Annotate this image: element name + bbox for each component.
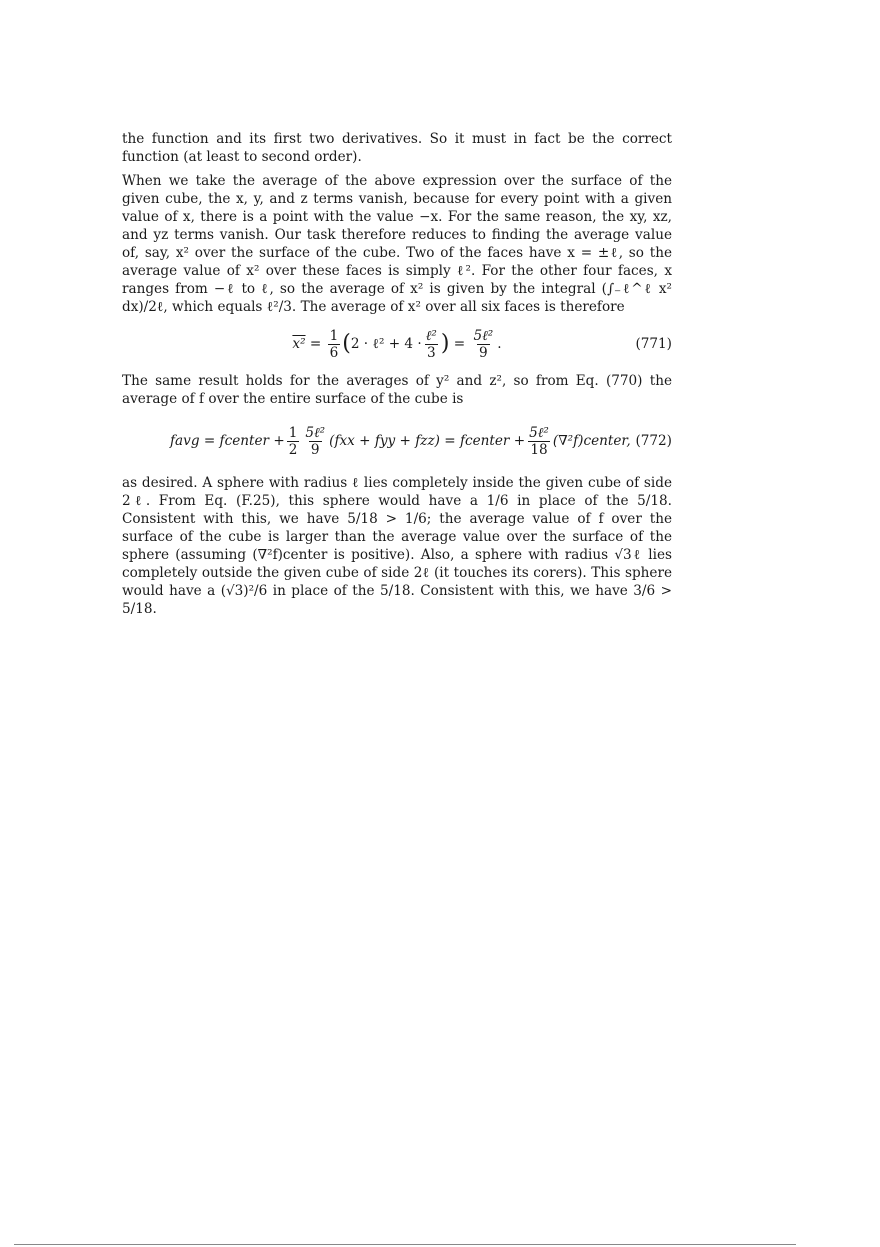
equation-772-body <box>122 414 672 468</box>
eq771-frac3-num: 5ℓ² <box>473 327 494 344</box>
eq771-equals: = <box>309 336 322 352</box>
eq771-frac1-num: 1 <box>329 327 339 344</box>
paragraph-3: The same result holds for the averages of y² and z², so from Eq. (770) the average of f over the entire surface of the cube is <box>122 373 672 407</box>
paragraph-1: the function and its first two derivatives. So it must in fact be the correct function (at least to second order). <box>122 131 672 165</box>
eq772-frac-half <box>287 425 300 458</box>
eq772-frac1-num: 1 <box>288 424 298 441</box>
equation-772 <box>122 414 672 468</box>
eq772-frac-5l2-over-9 <box>303 425 327 458</box>
eq771-frac2-den: 3 <box>426 344 436 361</box>
eq771-trail: . <box>497 336 502 352</box>
eq772-frac2-den: 9 <box>310 441 320 458</box>
eq771-frac1-den: 6 <box>329 344 339 361</box>
eq771-frac3-den: 9 <box>479 344 488 361</box>
paragraph-4: as desired. A sphere with radius ℓ lies completely inside the given cube of side 2ℓ. From Eq. (F.25), this sphere would have a 1/6 in place of the 5/18. Consistent with this, we have 5/18 > 1/6; the average value of f over the surface of the cube is larger than the average value over the surface of the sphere (assuming (∇²f)center is positive). Also, a sphere with radius √3ℓ lies completely outside the given cube of side 2ℓ (it touches its corers). This sphere would have a (√3)²/6 in place of the 5/18. Consistent with this, we have 3/6 > 5/18. <box>122 475 672 617</box>
eq772-frac3-den: 18 <box>530 441 548 458</box>
eq771-equals-2: = <box>453 336 466 352</box>
equation-771 <box>122 322 672 366</box>
eq772-tail: (∇²f)center, <box>552 433 631 449</box>
equation-771-body <box>122 322 672 366</box>
eq771-inner: 2 · ℓ² + 4 · <box>350 336 422 352</box>
eq772-frac3-num: 5ℓ² <box>529 424 549 441</box>
eq772-mid: (fxx + fyy + fzz) = fcenter + <box>329 433 526 449</box>
page-body <box>122 130 672 624</box>
eq771-lhs: x² <box>292 336 306 352</box>
eq772-lhs: favg = fcenter + <box>170 433 285 449</box>
eq771-frac2-num: ℓ² <box>425 327 437 344</box>
eq771-open-paren: ( <box>342 331 351 356</box>
eq771-close-paren: ) <box>440 331 450 356</box>
eq771-frac-l2-over-3 <box>424 328 439 361</box>
eq771-frac-result <box>472 328 496 361</box>
eq772-frac-5l2-over-18 <box>527 425 551 458</box>
paragraph-2: When we take the average of the above expression over the surface of the given cube, the x, y, and z terms vanish, because for every point with a given value of x, there is a point with the value −x. For the same reason, the xy, xz, and yz terms vanish. Our task therefore reduces to finding the average value of, say, x² over the surface of the cube. Two of the faces have x = ±ℓ, so the average value of x² over these faces is simply ℓ². For the other four faces, x ranges from −ℓ to ℓ, so the average of x² is given by the integral (∫₋ℓ^ℓ x² dx)/2ℓ, which equals ℓ²/3. The average of x² over all six faces is therefore <box>122 173 672 315</box>
footer-rule <box>14 1244 796 1245</box>
equation-number-772: (772) <box>635 433 672 449</box>
eq771-frac-one-sixth <box>328 328 341 361</box>
equation-number-771: (771) <box>635 336 672 352</box>
eq772-frac1-den: 2 <box>288 441 298 458</box>
eq772-frac2-num: 5ℓ² <box>305 424 326 441</box>
